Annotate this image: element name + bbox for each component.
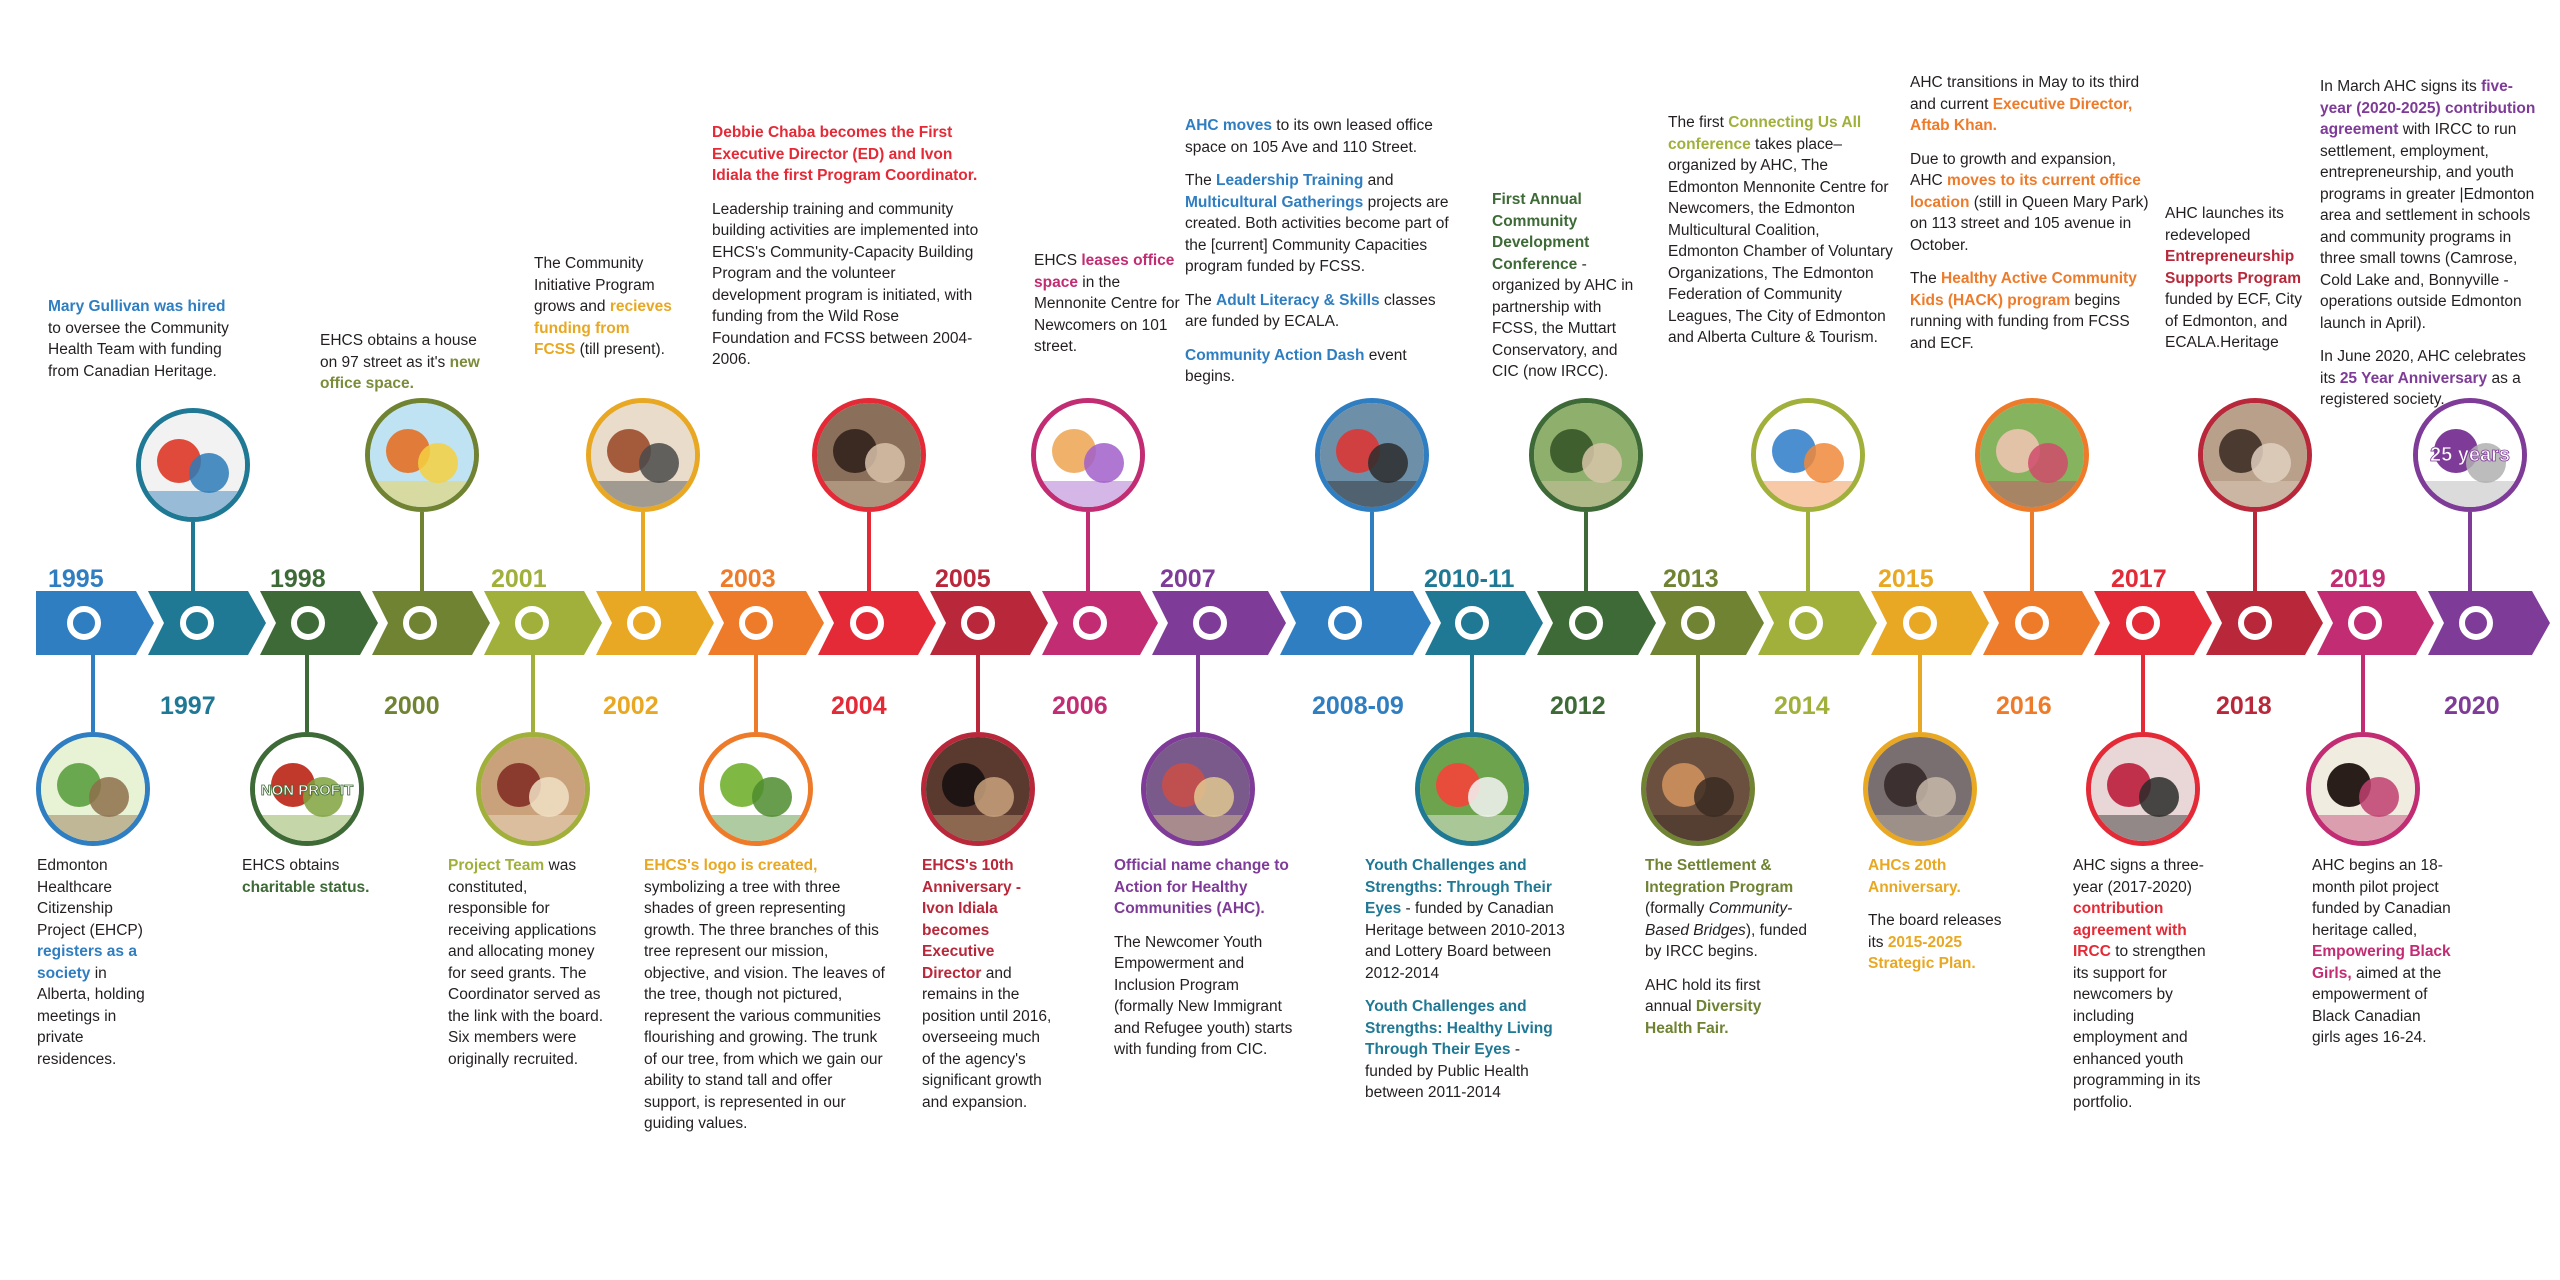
connector-line	[1196, 655, 1200, 732]
body-text: takes place– organized by AHC, The Edmonton Mennonite Centre for Newcomers, the Edmonton Multicultural Coalition, Edmonton Chamber of Voluntary Organizations, The Edmonton Federation of Community Leagues, The City of Edmonton and Alberta Culture & Tourism.	[1668, 135, 1893, 346]
photo-shape	[752, 777, 792, 817]
body-text: Edmonton Healthcare Citizenship Project (EHCP)	[37, 857, 143, 939]
photo-shape	[1146, 815, 1250, 841]
photo-shape	[1320, 481, 1424, 507]
event-text-2012	[1492, 189, 1642, 395]
year-label: 2002	[603, 692, 659, 720]
body-text: The board releases its	[1868, 912, 2002, 951]
photo-shape	[529, 777, 569, 817]
connector-line	[1470, 655, 1474, 732]
highlight-text: Multicultural Gatherings	[1185, 193, 1364, 211]
timeline-node-marker	[515, 606, 549, 640]
highlight-text: 25 Year Anniversary	[2339, 369, 2488, 387]
timeline-node-marker	[1903, 606, 1937, 640]
photo-shape	[89, 777, 129, 817]
moving-box-photo	[1031, 398, 1145, 512]
body-text: EHCS obtains a house on 97 street as it's	[320, 332, 477, 371]
body-text: Community-Based Bridges	[1645, 900, 1793, 939]
highlight-text: moves to its current office location	[1910, 172, 2141, 211]
settlement-program-photo	[1641, 732, 1755, 846]
body-text: EHCS	[1034, 252, 1082, 269]
event-paragraph	[2073, 855, 2213, 1113]
photo-shape	[141, 491, 245, 517]
connector-line	[420, 512, 424, 591]
photo-shape	[1916, 777, 1956, 817]
body-text: symbolizing a tree with three shades of green representing growth. The three branches of this tree represent our mission, objective, and vision. The leaves of the tree, though not pictured, represent the various communities flourishing and growing. The trunk of our tree, from which we gain our ability to stand tall and offer support, is represented in our guiding values.	[644, 878, 885, 1132]
timeline-node-marker	[180, 606, 214, 640]
photo-shape	[1582, 443, 1622, 483]
photo-shape	[1194, 777, 1234, 817]
year-label: 2017	[2111, 565, 2167, 593]
highlight-text: Youth Challenges and Strengths: Through Their Eyes	[1365, 857, 1552, 917]
photo-shape	[1980, 481, 2084, 507]
highlight-text: Community Action Dash	[1185, 346, 1365, 364]
event-paragraph	[1365, 996, 1565, 1104]
photo-shape	[817, 481, 921, 507]
event-text-2014	[1668, 112, 1893, 361]
year-label: 2006	[1052, 692, 1108, 720]
body-text: In June 2020, AHC celebrates its	[2320, 348, 2526, 387]
body-text: Leadership training and community building activities are implemented into EHCS's Community-Capacity Building Program and the volunteer development program is initiated, with funding from the Wild Rose Foundation and FCSS between 2004-2006.	[712, 200, 979, 368]
event-paragraph	[242, 855, 372, 898]
connector-line	[1806, 512, 1810, 591]
event-paragraph	[1645, 855, 1810, 963]
event-paragraph	[2320, 346, 2540, 411]
highlight-text: AHCs 20th Anniversary.	[1868, 857, 1961, 896]
photo-shape	[2418, 481, 2522, 507]
timeline-node-marker	[850, 606, 884, 640]
connector-line	[2141, 655, 2145, 732]
body-text: (still in Queen Mary Park) on 113 street and 105 avenue in October.	[1910, 193, 2149, 254]
photo-shape	[481, 815, 585, 841]
body-text: (formally	[1645, 900, 1709, 917]
timeline-node-marker	[1681, 606, 1715, 640]
year-label: 2000	[384, 692, 440, 720]
year-label: 2014	[1774, 692, 1830, 720]
event-paragraph	[1114, 855, 1294, 920]
event-paragraph	[448, 855, 608, 1070]
event-paragraph	[2320, 76, 2540, 334]
event-text-2015	[1868, 855, 2008, 987]
event-paragraph	[1910, 268, 2150, 354]
timeline-node-marker	[1789, 606, 1823, 640]
connector-line	[976, 655, 980, 732]
photo-shape	[2203, 481, 2307, 507]
body-text: was constituted, responsible for receiving applications and allocating money for seed grants. The Coordinator served as the link with the board. Six members were originally recruited.	[448, 857, 604, 1068]
highlight-text: charitable status.	[242, 878, 370, 896]
connector-line	[867, 512, 871, 591]
timeline-node-marker	[1569, 606, 1603, 640]
highlight-text: AHC moves	[1185, 117, 1272, 134]
timeline-node-marker	[2348, 606, 2382, 640]
event-paragraph	[534, 253, 674, 361]
highlight-text: Entrepreneurship Supports Program	[2165, 248, 2302, 287]
highlight-text: EHCS's 10th Anniversary - Ivon Idiala becomes Executive Director	[922, 857, 1022, 982]
group-table-photo	[586, 398, 700, 512]
photo-shape	[41, 815, 145, 841]
event-paragraph	[1185, 345, 1455, 388]
event-text-2018	[2165, 203, 2315, 366]
conference-group-photo	[1529, 398, 1643, 512]
highlight-text: recieves funding from FCSS	[534, 298, 672, 358]
body-text: The	[1185, 291, 1217, 309]
photo-shape	[2311, 815, 2415, 841]
connector-line	[1696, 655, 1700, 732]
event-text-2016	[1910, 72, 2150, 366]
highlight-text: EHCS's logo is created,	[644, 857, 818, 874]
event-paragraph	[1910, 72, 2150, 137]
photo-shape	[2139, 777, 2179, 817]
empowering-black-girls-photo	[2306, 732, 2420, 846]
timeline-node-marker	[2015, 606, 2049, 640]
highlight-text: Project Team	[448, 857, 545, 874]
body-text: The Newcomer Youth Empowerment and Inclusion Program (formally New Immigrant and Refugee youth) starts with funding from CIC.	[1114, 933, 1293, 1058]
connector-line	[641, 512, 645, 591]
highlight-text: The Settlement & Integration Program	[1645, 857, 1794, 896]
event-text-1998	[242, 855, 372, 910]
photo-shape	[591, 481, 695, 507]
ircc-agreement-photo	[2086, 732, 2200, 846]
year-label: 2013	[1663, 565, 1719, 593]
highlight-text: contribution agreement with IRCC	[2073, 900, 2187, 960]
photo-shape	[865, 443, 905, 483]
connector-line	[191, 522, 195, 591]
body-text: ), funded by IRCC begins.	[1645, 921, 1807, 960]
entrepreneurship-group-photo	[2198, 398, 2312, 512]
timeline-node-marker	[627, 606, 661, 640]
event-text-2008	[1185, 115, 1455, 400]
event-text-2003	[644, 855, 889, 1147]
highlight-text: Official name change to Action for Healthy Communities (AHC).	[1114, 857, 1289, 917]
photo-shape	[1420, 815, 1524, 841]
photo-shape	[1468, 777, 1508, 817]
event-paragraph	[320, 330, 495, 395]
year-label: 2018	[2216, 692, 2272, 720]
event-paragraph	[1910, 149, 2150, 257]
timeline-node-marker	[1328, 606, 1362, 640]
event-paragraph	[2165, 203, 2315, 354]
year-label: 2008-09	[1312, 692, 1404, 720]
photo-shape	[2028, 443, 2068, 483]
photo-shape	[704, 815, 808, 841]
timeline-node-marker	[961, 606, 995, 640]
event-paragraph	[712, 122, 980, 187]
event-text-2020	[2320, 76, 2540, 423]
connector-line	[2361, 655, 2365, 732]
house-illustration-photo	[365, 398, 479, 512]
body-text: to its own leased office space on 105 Ave and 110 Street.	[1185, 117, 1433, 156]
year-label: 1997	[160, 692, 216, 720]
event-paragraph	[48, 296, 238, 382]
highlight-text: five-year (2020-2025) contribution agreement	[2320, 78, 2536, 138]
photo-shape	[370, 481, 474, 507]
photo-shape	[1804, 443, 1844, 483]
photo-shape	[1368, 443, 1408, 483]
timeline-node-marker	[1073, 606, 1107, 640]
event-paragraph	[1185, 290, 1455, 333]
photo-shape	[1036, 481, 1140, 507]
year-label: 2019	[2330, 565, 2386, 593]
event-text-2017	[2073, 855, 2213, 1125]
highlight-text: Executive Director, Aftab Khan.	[1910, 95, 2133, 134]
event-paragraph	[1034, 250, 1184, 358]
event-text-2019	[2312, 855, 2452, 1061]
event-paragraph	[712, 199, 980, 371]
body-text: event begins.	[1185, 346, 1407, 385]
photo-shape	[1868, 815, 1972, 841]
body-text: - organized by AHC in partnership with FCSS, the Muttart Conservatory, and CIC (now IRCC).	[1492, 255, 1634, 380]
body-text: to strengthen its support for newcomers by including employment and enhanced youth programming in its portfolio.	[2073, 943, 2206, 1111]
event-paragraph	[1365, 855, 1565, 984]
photo-shape	[1694, 777, 1734, 817]
event-paragraph	[1114, 932, 1294, 1061]
highlight-text: Diversity Health Fair.	[1645, 998, 1762, 1037]
event-text-2004	[712, 122, 980, 383]
event-paragraph	[1668, 112, 1893, 349]
event-text-2010	[1365, 855, 1565, 1116]
timeline-node-marker	[2238, 606, 2272, 640]
highlight-text: leases office space	[1034, 252, 1175, 291]
body-text: begins running with funding from FCSS and ECF.	[1910, 291, 2130, 352]
photo-caption: NON PROFIT	[260, 782, 354, 799]
body-text: The	[1185, 172, 1217, 189]
body-text: in the Mennonite Centre for Newcomers on 101 street.	[1034, 273, 1180, 355]
year-label: 2001	[491, 565, 547, 593]
debbie-chaba-photo	[812, 398, 926, 512]
body-text: classes are funded by ECALA.	[1185, 291, 1436, 330]
body-text: in Alberta, holding meetings in private residences.	[37, 964, 145, 1068]
name-change-photo	[1141, 732, 1255, 846]
event-paragraph	[1185, 115, 1455, 158]
event-text-2013	[1645, 855, 1810, 1051]
photo-shape	[1084, 443, 1124, 483]
event-text-2000	[320, 330, 495, 407]
hack-kids-photo	[1975, 398, 2089, 512]
event-paragraph	[1492, 189, 1642, 383]
connector-line	[2468, 512, 2472, 591]
timeline-node-marker	[739, 606, 773, 640]
event-paragraph	[922, 855, 1057, 1113]
connecting-us-logo-photo	[1751, 398, 1865, 512]
year-label: 1995	[48, 565, 104, 593]
body-text: EHCS obtains	[242, 857, 340, 874]
timeline-node-marker	[291, 606, 325, 640]
body-text: AHC begins an 18-month pilot project funded by Canadian heritage called,	[2312, 857, 2451, 939]
body-text: Due to growth and expansion, AHC	[1910, 150, 2116, 189]
timeline-node-marker	[1193, 606, 1227, 640]
event-paragraph	[37, 855, 157, 1070]
body-text: (till present).	[575, 341, 665, 358]
photo-caption: 25 years	[2429, 444, 2511, 466]
year-label: 2016	[1996, 692, 2052, 720]
body-text: AHC launches its redeveloped	[2165, 205, 2284, 244]
year-label: 1998	[270, 565, 326, 593]
highlight-text: Leadership Training	[1216, 172, 1364, 189]
hands-circle-photo	[136, 408, 250, 522]
connector-line	[305, 655, 309, 732]
connector-line	[2253, 512, 2257, 591]
photo-shape	[1534, 481, 1638, 507]
event-text-2005	[922, 855, 1057, 1125]
photo-shape	[255, 815, 359, 841]
body-text: AHC transitions in May to its third and current	[1910, 74, 2140, 113]
project-team-photo	[476, 732, 590, 846]
event-text-2007	[1114, 855, 1294, 1073]
year-label: 2010-11	[1424, 565, 1515, 593]
photo-shape	[974, 777, 1014, 817]
event-paragraph	[1185, 170, 1455, 278]
event-text-1997	[48, 296, 238, 394]
photo-shape	[926, 815, 1030, 841]
highlight-text: Mary Gullivan was hired	[48, 298, 226, 315]
year-label: 2012	[1550, 692, 1606, 720]
nonprofit-wordcloud-photo	[250, 732, 364, 846]
year-label: 2015	[1878, 565, 1934, 593]
body-text: projects are created. Both activities become part of the [current] Community Capacities program funded by FCSS.	[1185, 193, 1449, 275]
connector-line	[754, 655, 758, 732]
connector-line	[2030, 512, 2034, 591]
connector-line	[1086, 512, 1090, 591]
body-text: aimed at the empowerment of Black Canadian girls ages 16-24.	[2312, 964, 2442, 1046]
body-text: and	[1363, 172, 1394, 189]
connector-line	[1918, 655, 1922, 732]
ivon-idiala-photo	[921, 732, 1035, 846]
timeline-node-marker	[67, 606, 101, 640]
body-text: as a registered society.	[2320, 369, 2521, 408]
year-label: 2003	[720, 565, 776, 593]
body-text: funded by ECF, City of Edmonton, and ECALA.Heritage	[2165, 291, 2302, 351]
seedling-photo	[36, 732, 150, 846]
event-text-2002	[534, 253, 674, 373]
connector-line	[531, 655, 535, 732]
tree-logo-photo	[699, 732, 813, 846]
event-text-2006	[1034, 250, 1184, 370]
body-text: The Community Initiative Program grows and	[534, 255, 655, 315]
event-paragraph	[1868, 855, 2008, 898]
anniversary-20-photo	[1863, 732, 1977, 846]
photo-shape	[1646, 815, 1750, 841]
body-text: to oversee the Community Health Team with funding from Canadian Heritage.	[48, 319, 229, 380]
timeline-node-marker	[2126, 606, 2160, 640]
timeline-node-marker	[2459, 606, 2493, 640]
body-text: AHC signs a three-year (2017-2020)	[2073, 857, 2204, 896]
highlight-text: Empowering Black Girls,	[2312, 943, 2451, 982]
body-text: with IRCC to run settlement, employment, entrepreneurship, and youth programs in greater |Edmonton area and settlement in schools and community programs in three small towns (Camrose, Cold Lake and, Bonnyville - operations outside Edmonton launch in April).	[2320, 121, 2535, 332]
connector-line	[1584, 512, 1588, 591]
event-text-2001	[448, 855, 608, 1082]
body-text: - funded by Public Health between 2011-2014	[1365, 1041, 1529, 1101]
photo-shape	[639, 443, 679, 483]
connector-line	[91, 655, 95, 732]
body-text: In March AHC signs its	[2320, 78, 2482, 95]
photo-shape	[418, 443, 458, 483]
youth-soccer-photo	[1415, 732, 1529, 846]
body-text: The	[1910, 270, 1942, 287]
highlight-text: Debbie Chaba becomes the First Executive Director (ED) and Ivon Idiala the first Program Coordinator.	[712, 124, 978, 184]
year-label: 2004	[831, 692, 887, 720]
highlight-text: Healthy Active Community Kids (HACK) program	[1910, 270, 2137, 309]
photo-shape	[2359, 777, 2399, 817]
photo-shape	[1756, 481, 1860, 507]
timeline-node-marker	[403, 606, 437, 640]
timeline-node-marker	[1455, 606, 1489, 640]
event-paragraph	[1645, 975, 1810, 1040]
year-label: 2007	[1160, 565, 1216, 593]
highlight-text: 2015-2025 Strategic Plan.	[1868, 933, 1976, 972]
highlight-text: Connecting Us All conference	[1668, 114, 1862, 153]
highlight-text: Adult Literacy & Skills	[1216, 291, 1380, 309]
body-text: The first	[1668, 114, 1729, 131]
highlight-text: new office space.	[320, 353, 480, 392]
event-paragraph	[1868, 910, 2008, 975]
connector-line	[1370, 512, 1374, 591]
year-label: 2020	[2444, 692, 2500, 720]
body-text: AHC hold its first annual	[1645, 976, 1761, 1015]
body-text: and remains in the position until 2016, overseeing much of the agency's significant growth and expansion.	[922, 964, 1052, 1111]
photo-shape	[2251, 443, 2291, 483]
highlight-text: First Annual Community Development Conference	[1492, 191, 1590, 273]
highlight-text: registers as a society	[37, 943, 137, 982]
leadership-group-photo	[1315, 398, 1429, 512]
body-text: - funded by Canadian Heritage between 2010-2013 and Lottery Board between 2012-2014	[1365, 900, 1565, 982]
year-label: 2005	[935, 565, 991, 593]
photo-shape	[2091, 815, 2195, 841]
event-paragraph	[2312, 855, 2452, 1049]
event-text-1995	[37, 855, 157, 1082]
highlight-text: Youth Challenges and Strengths: Healthy Living Through Their Eyes	[1365, 998, 1553, 1058]
photo-shape	[189, 453, 229, 493]
event-paragraph	[644, 855, 889, 1135]
